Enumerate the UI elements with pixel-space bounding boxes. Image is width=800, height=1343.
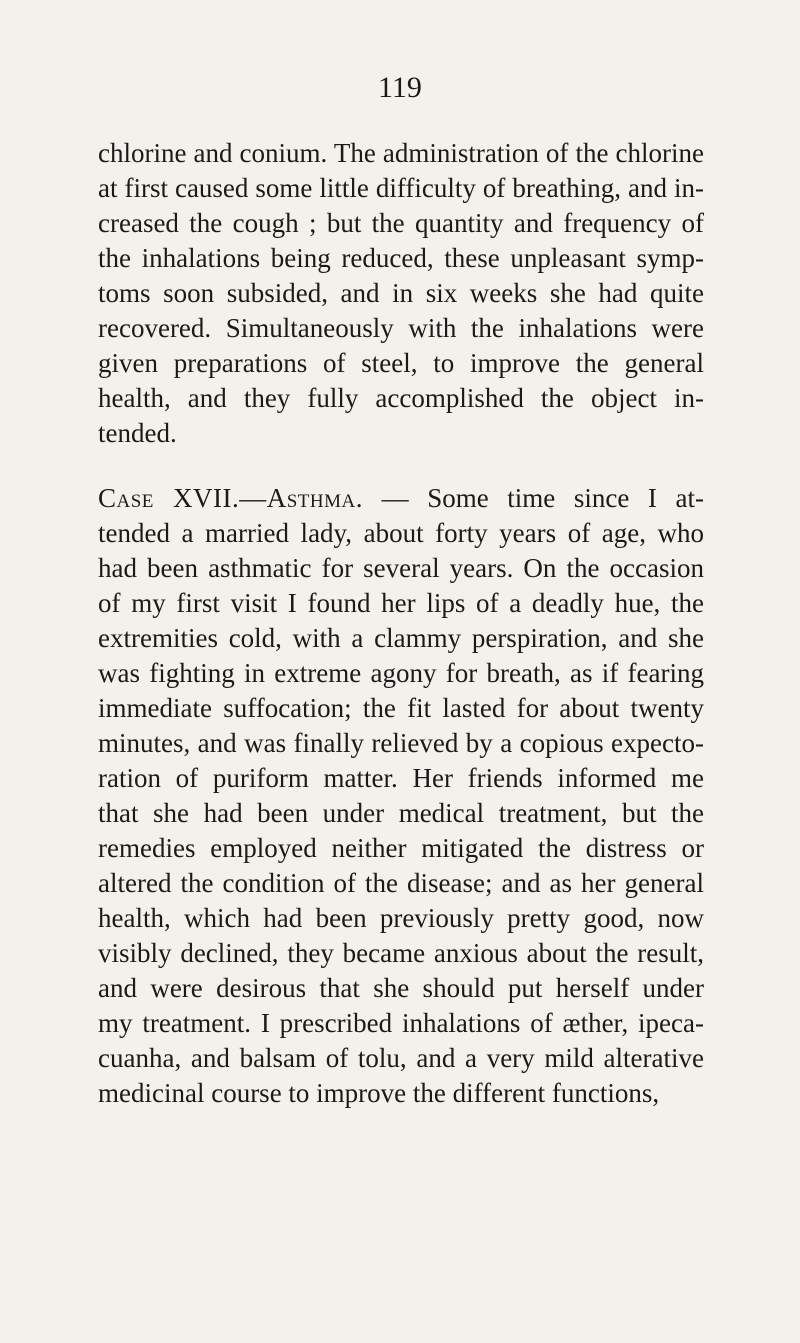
text-line: recovered. Simultaneously with the inhalations were [98,313,704,343]
text-line: immediate suffocation; the fit lasted for about twenty [98,693,704,723]
text-line: chlorine and conium. The administration of the chlorine [98,138,704,168]
text-line: of my first visit I found her lips of a deadly hue, the [98,588,704,618]
text-line: tended a married lady, about forty years of age, who [98,518,704,548]
text-line: ration of puriform matter. Her friends informed me [98,763,704,793]
text-line: toms soon subsided, and in six weeks she had quite [98,278,704,308]
text-line: tended. [98,418,177,448]
case-label: Case XVII. [98,483,240,513]
case-first-line-text: — Some time since I at- [363,483,704,513]
text-line: was fighting in extreme agony for breath, as if fearing [98,658,704,688]
text-line: cuanha, and balsam of tolu, and a very mild alterative [98,1043,704,1073]
page-number: 119 [378,71,422,104]
text-line: minutes, and was finally relieved by a copious expecto- [98,728,704,758]
text-line: given preparations of steel, to improve the general [98,348,704,378]
text-line: had been asthmatic for several years. On the occasion [98,553,704,583]
text-line: altered the condition of the disease; and as her general [98,868,704,898]
text-line: remedies employed neither mitigated the distress or [98,833,704,863]
text-line: medicinal course to improve the different functions, [98,1078,660,1108]
text-line: my treatment. I prescribed inhalations of æther, ipeca- [98,1008,704,1038]
text-line: extremities cold, with a clammy perspiration, and she [98,623,704,653]
text-line: at first caused some little difficulty of breathing, and in- [98,173,704,203]
text-line: health, and they fully accomplished the object in- [98,383,704,413]
case-title: —Asthma. [239,483,363,513]
text-line: health, which had been previously pretty good, now [98,903,704,933]
text-line: and were desirous that she should put herself under [98,973,704,1003]
text-line: visibly declined, they became anxious about the result, [98,938,704,968]
case-heading-line [98,481,704,515]
text-line: creased the cough ; but the quantity and frequency of [98,208,704,238]
text-line: the inhalations being reduced, these unpleasant symp- [98,243,704,273]
text-line: that she had been under medical treatment, but the [98,798,704,828]
